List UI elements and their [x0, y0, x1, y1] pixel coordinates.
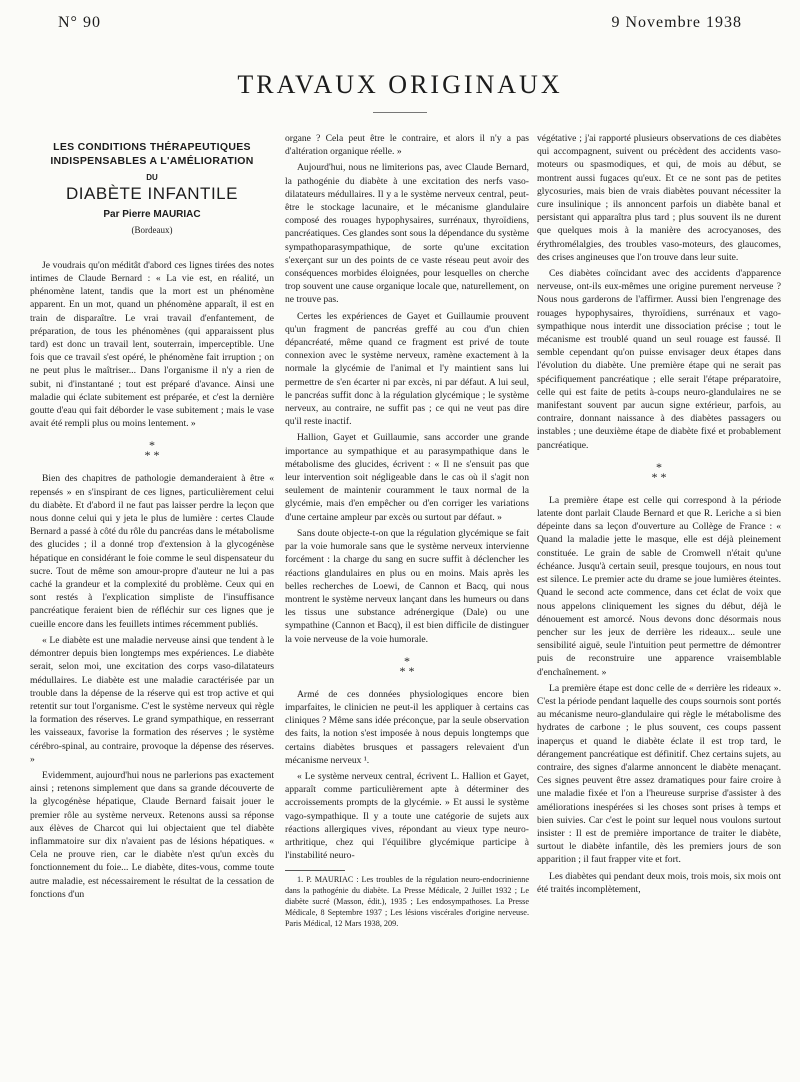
- article-affiliation: (Bordeaux): [131, 224, 173, 235]
- article-kicker-line-1: LES CONDITIONS THÉRAPEUTIQUES: [53, 141, 251, 153]
- paragraph: Aujourd'hui, nous ne limiterions pas, avec Claude Bernard, la pathogénie du diabète à une excitation des nerfs vaso-dilatateurs médullaires. Il y a le système nerveux central, peut-être le stockage lacunaire, et le mécanisme glandulaire composé des rouages hypophysaires, surrénaux, thyroïdiens, pancréatiques. Ces glandes sont sous la dépendance du système sympathoparasympathique, de sorte qu'une excitation s'exerçant sur un des points de ce vaste réseau peut avoir des conséquences morbides éloignées, pour lesquelles on cherche trop souvent une cause organique locale que, naturellement, on ne trouve pas.: [285, 162, 529, 306]
- paragraph: « Le diabète est une maladie nerveuse ainsi que tendent à le démontrer depuis bien longtemps mes expériences. Le diabète serait, selon moi, une excitation des corps vaso-dilatateurs médullaires. Le diabète est une maladie caractérisée par un trouble dans la dépense de la réserve qui est trop active et qui retentit sur tout l'organisme. C'est le système nerveux qui règle la formation des réserves. Le grand sympathique, en resserrant les vaisseaux, favorise la formation des réserves ; le système cérébro-spinal, au contraire, provoque la dépense des réserves. »: [30, 634, 274, 765]
- issue-date: 9 Novembre 1938: [611, 14, 742, 31]
- paragraph: végétative ; j'ai rapporté plusieurs observations de ces diabètes qui accompagnent, suivent ou précèdent des accidents vaso-moteurs ou spasmodiques, et qui, de mois au début, se montrent aussi fugaces qu'eux. Et ce ne sont pas de petites glycosuries, mais bien de vrais diabètes pouvant nécessiter la cure insulinique ; ils annoncent parfois un diabète banal et persistant qui apparaîtra plus tard ; plus souvent ils ne durent que quelques mois à la manière des acrocyanoses, des érythromélalgies, des troubles vaso-moteurs, des glaucomes, des crises angineuses que l'on trouve dans leur suite.: [537, 133, 781, 263]
- column-3: [537, 132, 781, 1066]
- paragraph: Sans doute objecte-t-on que la régulation glycémique se fait par la voie humorale sans que le système nerveux intervienne forcément : la charge du sang en sucre suffit à déclencher les réactions glandulaires en plus ou en moins. Mais après les belles recherches de Loewi, de Cannon et Bacq, qui nous montrent le système nerveux lançant dans les humeurs ou dans les tissus une substance adrénergique (Dale) ou une sympathine (Cannon et Bacq), il est bien difficile de distinguer la voie nerveuse de la voie humorale.: [285, 527, 529, 645]
- section-separator: [285, 653, 529, 678]
- article-kicker-line-2: INDISPENSABLES A L'AMÉLIORATION: [50, 155, 254, 167]
- paragraph: « Le système nerveux central, écrivent L. Hallion et Gayet, apparaît comme particulièrement apte à déterminer des accroissements prompts de la glycémie. » Et aussi le système vago-sympathique. Il y a toute une catégorie de sujets aux réactions allergiques vives, répondant au vieux type neuro-arthritique, chez qui l'équilibre glycémique participe à l'instabilité neuro-: [285, 770, 529, 862]
- paragraph: Evidemment, aujourd'hui nous ne parlerions pas exactement ainsi ; retenons simplement que dans sa grande découverte de la glycogénèse hépatique, Claude Bernard faisait jouer le premier rôle au système nerveux. Retenons aussi sa réponse aux élèves de Charcot qui lui objectaient que tel diabète inflammatoire sur dix n'avaient pas de lésions hépatiques. « Cela ne prouve rien, car le diabète n'est qu'un excès du fonctionnement du foie... Le diabète, dites-vous, comme toute autre maladie, est nécessairement le résultat de la cessation de fonctions d'un: [30, 769, 274, 900]
- section-separator: [537, 459, 781, 484]
- paragraph: Ces diabètes coïncidant avec des accidents d'apparence nerveuse, ont-ils eux-mêmes une origine purement nerveuse ? Nous nous garderons de l'affirmer. Aussi bien l'engrenage des rouages hypophysaires, thyroïdiens, surrénaux et vago-sympathique nous interdit une dissociation précise ; tout le mécanisme est troublé quand un seul rouage est faussé. Il semble cependant qu'on puisse envisager deux étapes dans l'évolution du diabète. Une première étape qui ne serait pas spécifiquement pancréatique ; elle serait l'étape préparatoire, celle qui est faite de petits à-coups neuro-glandulaires ne se manifestant souvent par aucun signe extérieur, parfois, au contraire, donnant naissance à des diabètes passagers ou instables ; une deuxième étape de diabète fixé et probablement pancréatique.: [537, 268, 781, 451]
- paragraph: Les diabètes qui pendant deux mois, trois mois, six mois ont été traités incomplètement,: [537, 870, 781, 895]
- paragraph: organe ? Cela peut être le contraire, et alors il n'y a pas d'altération organique réelle. »: [285, 133, 529, 158]
- footnote-rule: [285, 870, 345, 871]
- paragraph: La première étape est donc celle de « derrière les rideaux ». C'est la période pendant laquelle des coups sournois sont portés au mécanisme neuro-glandulaire qui règle le métabolisme des hydrates de carbone ; le plus souvent, ces coups passent inaperçus et quand le diabète éclate il est trop tard, le dérangement pancréatique est définitif. Chez certains sujets, au contraire, des signes d'alarme annoncent le diabète menaçant. Ces signes peuvent être assez dramatiques pour faire croire à une maladie fixée et l'on a l'heureuse surprise d'assister à des améliorations inespérées si les choses sont prises à temps et bien suivies. Car c'est le point sur lequel nous voulons surtout insister : Il est de première importance de traiter le diabète, surtout le diabète infantile, dès les premiers jours de son apparition ; il faut frapper vite et fort.: [537, 682, 781, 866]
- separator-stars: * *: [651, 469, 667, 484]
- section-separator: [30, 438, 274, 463]
- paragraph: Hallion, Gayet et Guillaumie, sans accorder une grande importance au sympathique et au parasympathique dans le métabolisme des glucides, écrivent : « Il ne s'ensuit pas que leur intervention soit négligeable dans le cas où il s'agit non seulement de maintenir couramment le taux normal de la glycémie, mais d'en empêcher ou d'en corriger les variations d'une certaine ampleur par excès ou surtout par défaut. »: [285, 432, 529, 523]
- column-1: [30, 132, 274, 1066]
- separator-star: *: [404, 653, 410, 668]
- paragraph: Bien des chapitres de pathologie demanderaient à être « repensés » en s'inspirant de ces lignes, particulièrement celui du diabète. Et d'abord il ne faut pas laisser perdre la leçon que nous donne celui qui y jeta le plus de lumière : certes Claude Bernard a passé à côté du rôle du pancréas dans le métabolisme des glucides ; il a donné trop d'extension à la glycogénèse hépatique en considérant le foie comme le seul dispensateur du sucre. Tout de même son amour-propre d'auteur ne lui a pas caché la grandeur et la complexité du problème. Ceux qui en sont restés à l'explication simpliste de l'insuffisance pancréatique feraient bien de réfléchir sur ces lignes que je cueille encore dans les feuillets intimes récemment publiés.: [30, 473, 274, 630]
- paragraph: Certes les expériences de Gayet et Guillaumie prouvent qu'un fragment de pancréas greffé au cou d'un chien dépancréaté, même quand ce fragment est privé de toute connexion avec le système nerveux, ramène exactement à la normale la glycémie de l'animal et l'y maintient sans lui permettre de s'en écarter ni par excès, ni par défaut. A lui seul, le pancréas suffit donc à la régulation glycémique ; le système nerveux, au contraire, ne suffit pas ; ce qui ne veut pas dire qu'il reste inactif.: [285, 310, 529, 428]
- paragraph: Je voudrais qu'on méditât d'abord ces lignes tirées des notes intimes de Claude Bernard : « La vie est, en réalité, un phénomène latent, tandis que la mort est un phénomène apparent. En un mot, quand un phénomène apparaît, il est en train de disparaître. Le vrai travail d'enfantement, de préparation, de tous les phénomènes (qui apparaissent plus tard) est donc un travail lent, souterrain, imperceptible. Une fois que ce travail s'est opéré, le phénomène fait irruption ; on ne peut plus le maîtriser... Dans l'organisme il n'y a rien de subit, ni d'instantané ; tout est préparé d'avance. Ainsi une maladie qui éclate subitement est préparée, et c'est la dernière goutte d'eau qui fait déborder le vase subitement ; mais le vase avait été rempli plus ou moins lentement. »: [30, 259, 274, 430]
- paragraph: Armé de ces données physiologiques encore bien imparfaites, le clinicien ne peut-il les appliquer à certains cas cliniques ? Même sans idée préconçue, par la seule observation des faits, la notion s'est imposée à nous depuis longtemps que certains diabètes brusques et passagers relevaient d'un mécanisme nerveux ¹.: [285, 688, 529, 766]
- separator-stars: * *: [144, 448, 160, 463]
- article-title: DIABÈTE INFANTILE: [66, 184, 238, 204]
- separator-stars: * *: [399, 663, 415, 678]
- separator-star: *: [656, 459, 662, 474]
- section-rule: [373, 112, 427, 113]
- article-author: Par Pierre MAURIAC: [103, 209, 201, 221]
- page-header: [58, 14, 742, 40]
- paragraph: La première étape est celle qui correspond à la période latente dont parlait Claude Bernard et que R. Leriche a si bien dépeinte dans sa leçon d'ouverture au Collège de France : « Quand la maladie jette le masque, elle est déjà pleinement constituée. Le grain de sable de Cromwell n'était qu'une échéance. Jusqu'à certain seuil, presque toujours, en nous tout est silence. Le premier acte du drame se joue lumières éteintes. Quand le second acte commence, dans cet éclat de voix que nous appelons cliniquement les signes du début, déjà le dénouement est amorcé. Nous devons donc désormais nous pencher sur les jeux de derrière les rideaux... seule une sensibilité aiguë, seule l'intuition peut permettre de démontrer puis de reconstruire une apparence vraisemblable d'enchaînement. »: [537, 494, 781, 678]
- article-du: DU: [146, 173, 158, 182]
- issue-number: N° 90: [58, 14, 101, 31]
- section-title: TRAVAUX ORIGINAUX: [237, 70, 563, 99]
- footnote: 1. P. MAURIAC : Les troubles de la régulation neuro-endocrinienne dans la pathogénie du diabète. La Presse Médicale, 2 Juillet 1932 ; Le diabète sucré (Masson, édit.), 1935 ; Les endosympathoses. La Presse Médicale, 8 Septembre 1937 ; Les lésions viscérales d'origine nerveuse. Paris Médical, 12 Mars 1938, 209.: [285, 875, 529, 928]
- separator-star: *: [149, 438, 155, 453]
- article-header: [30, 140, 274, 237]
- column-2: [285, 132, 529, 1066]
